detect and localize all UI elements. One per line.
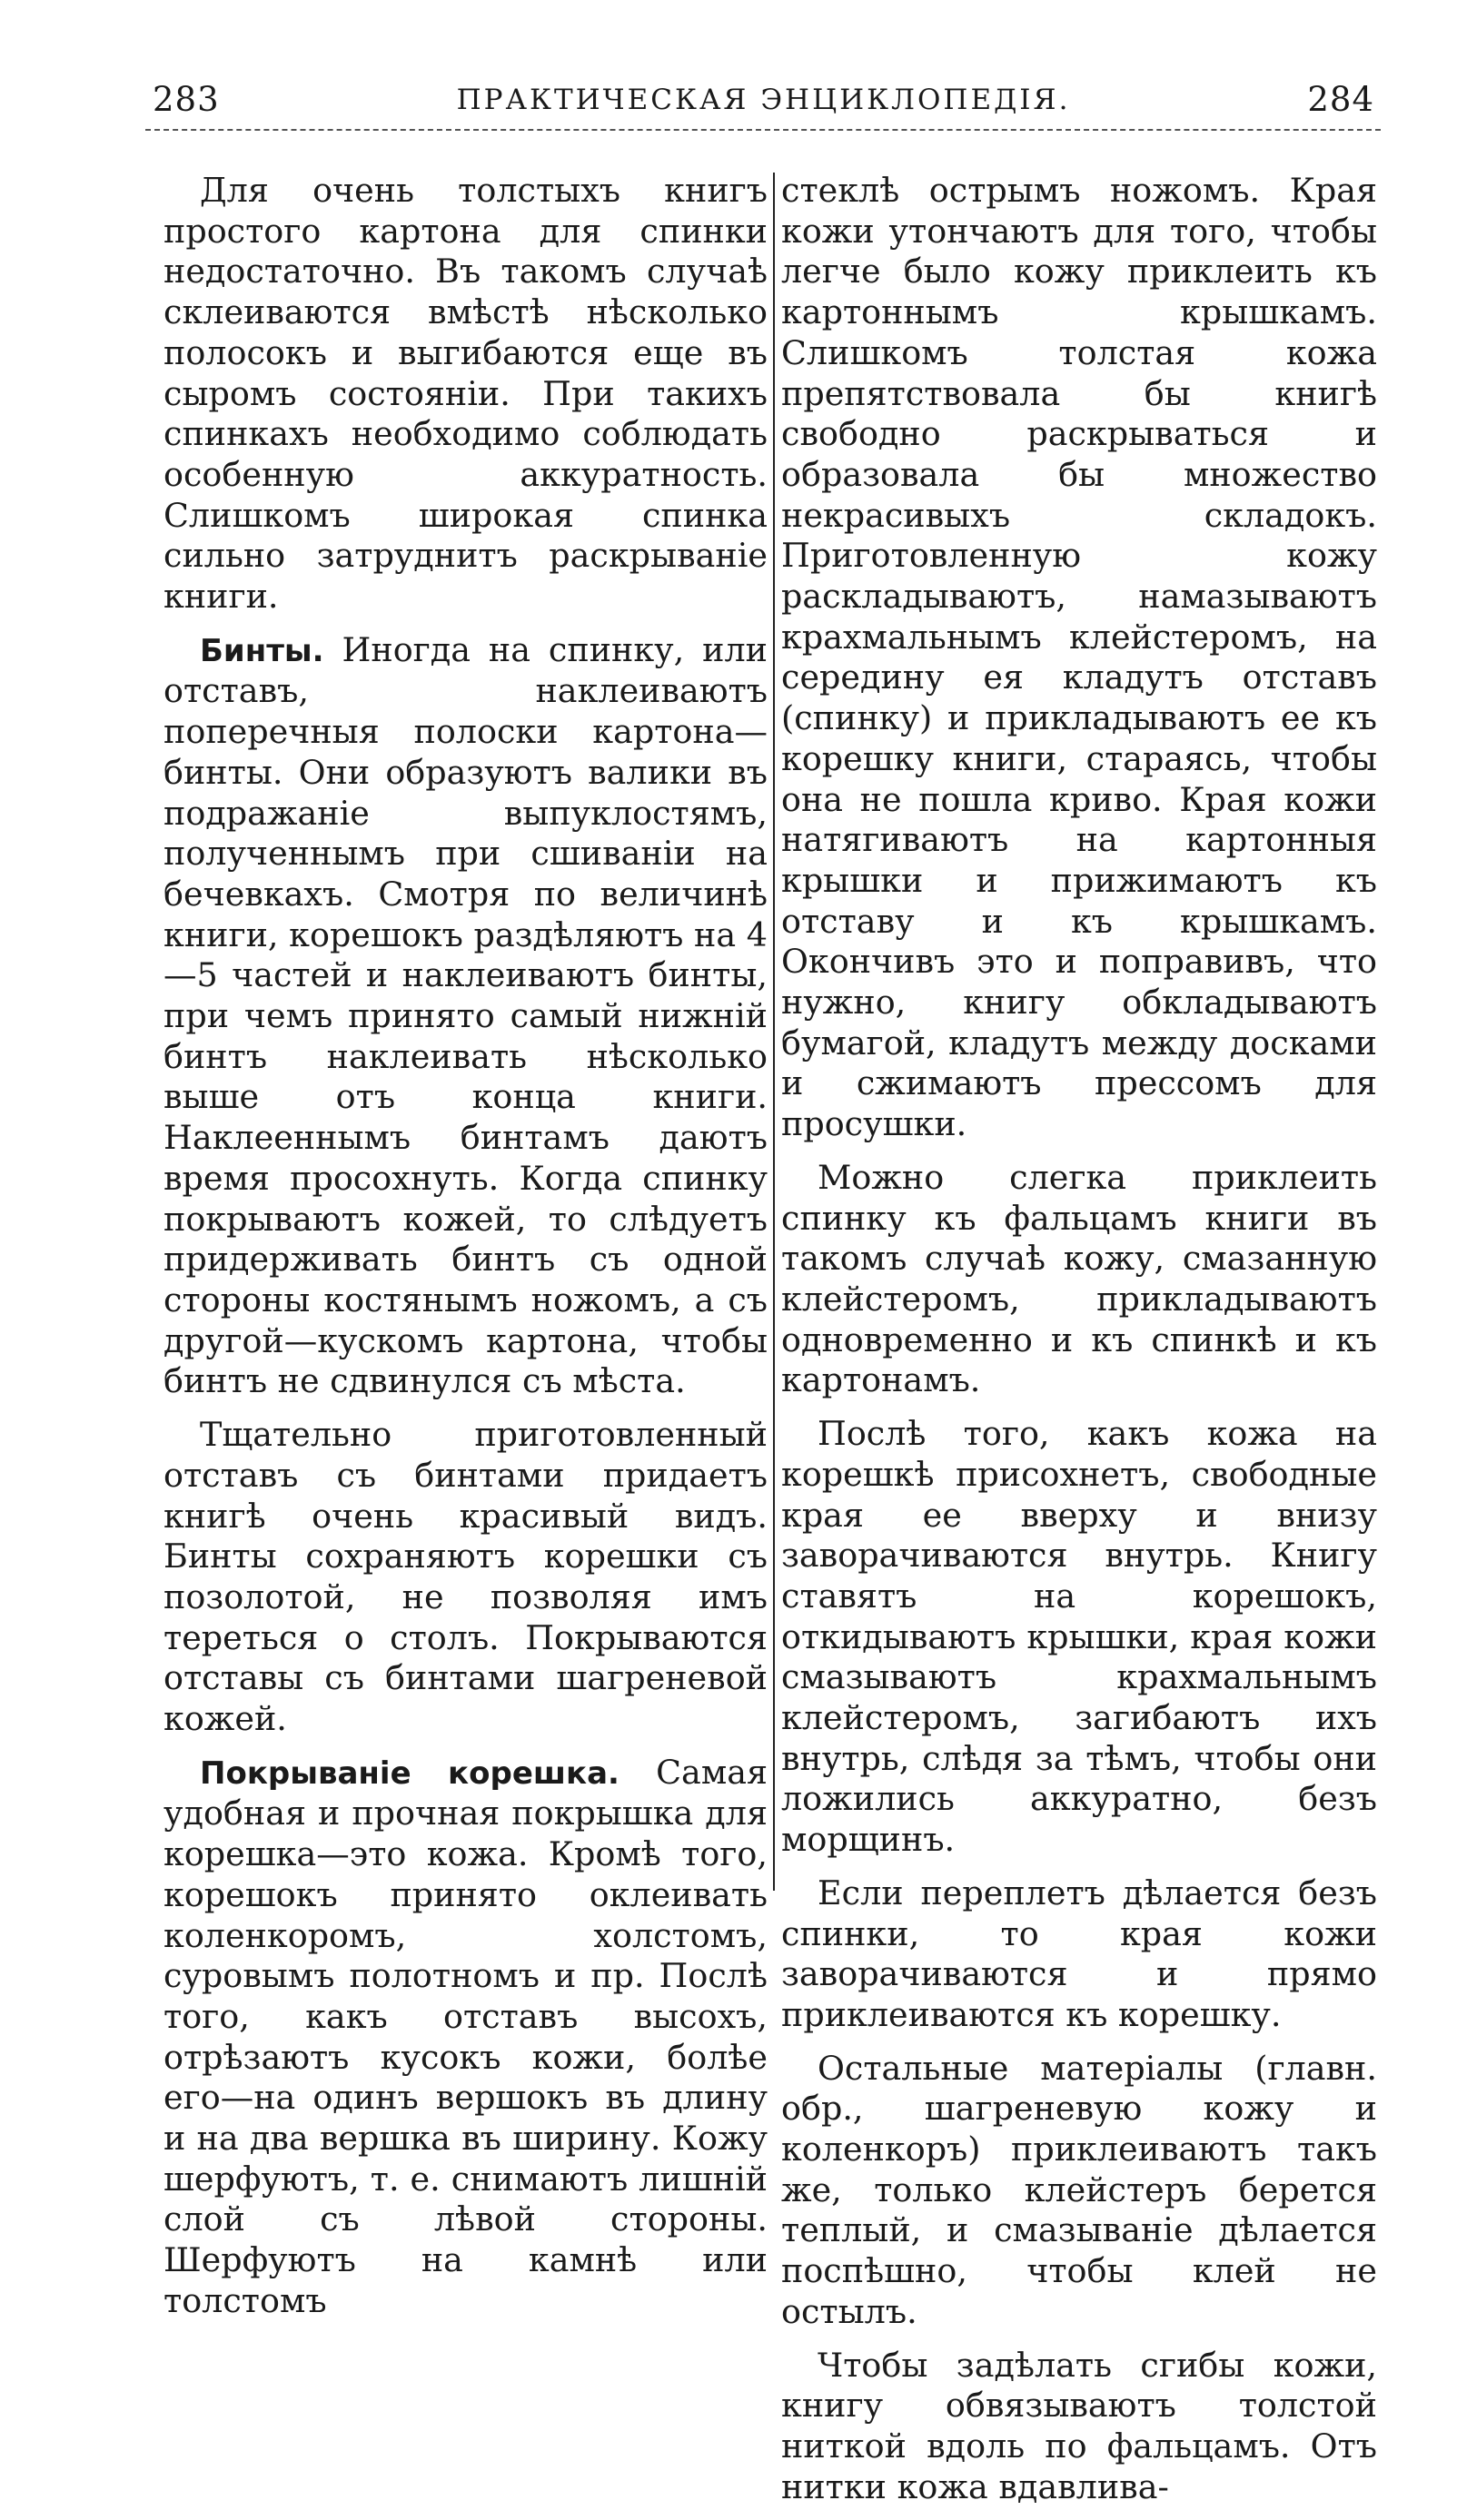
paragraph-text: Самая удобная и прочная покрышка для корешка—это кожа. Кромѣ того, корешокъ принято оклеивать коленкоромъ, холстомъ, суровымъ полотномъ и пр. Послѣ того, какъ отставъ высохъ, отрѣзаютъ кусокъ кожи, болѣе его—на одинъ вершокъ въ длину и на два вершка въ ширину. Кожу шерфуютъ, т. е. снимаютъ лишній слой съ лѣвой стороны. Шерфуютъ на камнѣ или толстомъ	[164, 1752, 768, 2320]
page-header	[153, 80, 1374, 125]
running-title: ПРАКТИЧЕСКАЯ ЭНЦИКЛОПЕДІЯ.	[456, 84, 1071, 116]
paragraph: Если переплетъ дѣлается безъ спинки, то края кожи заворачиваются и прямо приклеиваются къ корешку.	[781, 1873, 1377, 2034]
paragraph: Тщательно приготовленный отставъ съ бинтами придаетъ книгѣ очень красивый видъ. Бинты сохраняютъ корешки съ позолотой, не позволяя имъ тереться о столъ. Покрываются отставы съ бинтами шагреневой кожей.	[164, 1415, 768, 1739]
section-heading: Покрываніе корешка.	[200, 1754, 619, 1792]
paragraph: Послѣ того, какъ кожа на корешкѣ присохнетъ, свободные края ее вверху и внизу заворачиваются внутрь. Книгу ставятъ на корешокъ, откидываютъ крышки, края кожи смазываютъ крахмальнымъ клейстеромъ, загибаютъ ихъ внутрь, слѣдя за тѣмъ, чтобы они ложились аккуратно, безъ морщинъ.	[781, 1414, 1377, 1860]
paragraph: Для очень толстыхъ книгъ простого картона для спинки недостаточно. Въ такомъ случаѣ склеиваются вмѣстѣ нѣсколько полосокъ и выгибаются еще въ сыромъ состояніи. При такихъ спинкахъ необходимо соблюдать особенную аккуратность. Слишкомъ широкая спинка сильно затруднитъ раскрываніе книги.	[164, 171, 768, 617]
paragraph: Чтобы задѣлать сгибы кожи, книгу обвязываютъ толстой ниткой вдоль по фальцамъ. Отъ нитки кожа вдавлива-	[781, 2345, 1377, 2506]
paragraph	[164, 630, 768, 1402]
page-number-left: 283	[153, 80, 220, 119]
paragraph: Остальные матеріалы (главн. обр., шагреневую кожу и коленкоръ) приклеиваютъ такъ же, только клейстеръ берется теплый, и смазываніе дѣлается поспѣшно, чтобы клей не остылъ.	[781, 2048, 1377, 2331]
paragraph-text: Иногда на спинку, или отставъ, наклеиваютъ поперечныя полоски картона—бинты. Они образуютъ валики въ подражаніе выпуклостямъ, полученнымъ при сшиваніи на бечевкахъ. Смотря по величинѣ книги, корешокъ раздѣляютъ на 4—5 частей и наклеиваютъ бинты, при чемъ принято самый нижній бинтъ наклеивать нѣсколько выше отъ конца книги. Наклееннымъ бинтамъ даютъ время просохнуть. Когда спинку покрываютъ кожей, то слѣдуетъ придерживать бинтъ съ одной стороны костянымъ ножомъ, а съ другой—кускомъ картона, чтобы бинтъ не сдвинулся съ мѣста.	[164, 629, 768, 1401]
left-column	[164, 171, 768, 2335]
paragraph	[164, 1753, 768, 2322]
header-rule	[145, 129, 1381, 131]
page-number-right: 284	[1307, 80, 1374, 119]
paragraph: стеклѣ острымъ ножомъ. Края кожи утончаютъ для того, чтобы легче было кожу приклеить къ картоннымъ крышкамъ. Слишкомъ толстая кожа препятствовала бы книгѣ свободно раскрываться и образовала бы множество некрасивыхъ складокъ. Приготовленную кожу раскладываютъ, намазываютъ крахмальнымъ клейстеромъ, на середину ея кладутъ отставъ (спинку) и прикладываютъ ее къ корешку книги, стараясь, чтобы она не пошла криво. Края кожи натягиваютъ на картонныя крышки и прижимаютъ къ отставу и къ крышкамъ. Окончивъ это и поправивъ, что нужно, книгу обкладываютъ бумагой, кладутъ между досками и сжимаютъ прессомъ для просушки.	[781, 171, 1377, 1144]
right-column	[781, 171, 1377, 2520]
paragraph: Можно слегка приклеить спинку къ фальцамъ книги въ такомъ случаѣ кожу, смазанную клейстеромъ, прикладываютъ одновременно и къ спинкѣ и къ картонамъ.	[781, 1157, 1377, 1400]
section-heading: Бинты.	[200, 632, 324, 669]
column-divider	[773, 173, 775, 1891]
